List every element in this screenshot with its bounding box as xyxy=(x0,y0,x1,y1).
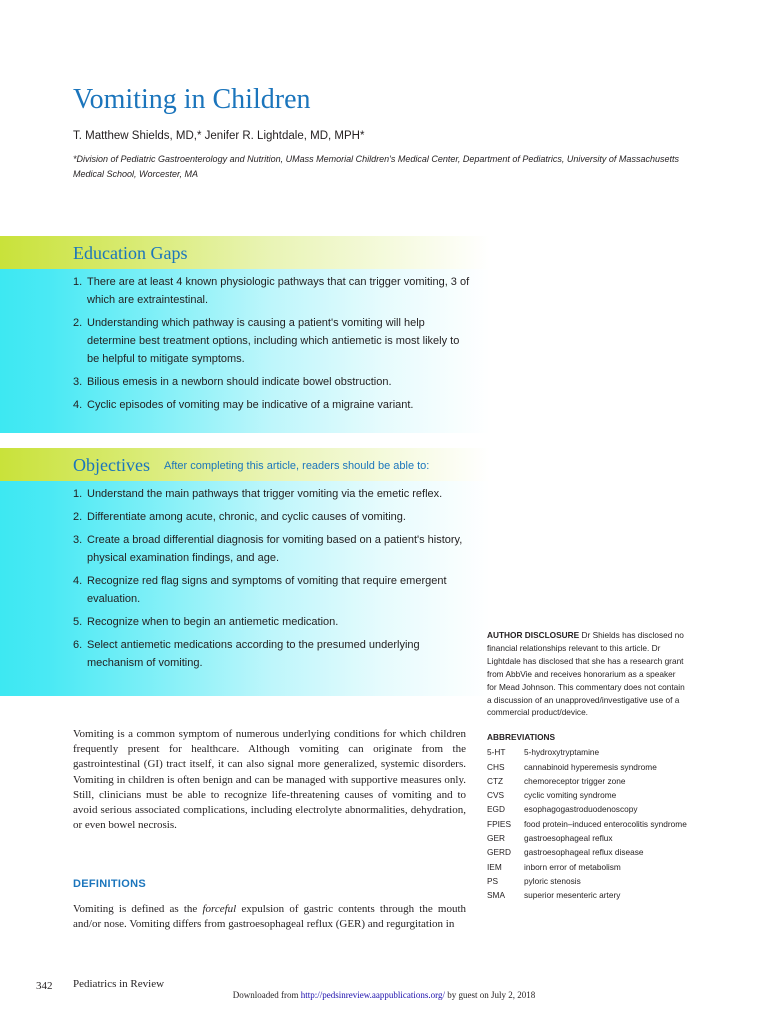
page-number: 342 xyxy=(36,980,53,992)
abbreviation-term: CVS xyxy=(487,790,505,801)
download-suffix: by guest on July 2, 2018 xyxy=(444,990,536,1000)
article-title: Vomiting in Children xyxy=(73,84,311,115)
item-text: Cyclic episodes of vomiting may be indicative of a migraine variant. xyxy=(87,399,414,411)
abbreviation-definition: 5-hydroxytryptamine xyxy=(524,747,600,758)
abbreviation-definition: gastroesophageal reflux disease xyxy=(524,847,644,858)
list-item xyxy=(73,636,473,672)
definitions-heading: DEFINITIONS xyxy=(73,878,146,890)
education-gaps-list xyxy=(73,273,473,419)
objectives-title: Objectives xyxy=(73,455,150,475)
abbreviation-term: SMA xyxy=(487,890,505,901)
list-item xyxy=(73,373,473,391)
item-number: 5. xyxy=(73,616,83,628)
abbreviation-term: GER xyxy=(487,833,505,844)
education-gaps-heading: Education Gaps xyxy=(73,243,188,263)
abbreviation-definition: cannabinoid hyperemesis syndrome xyxy=(524,761,657,772)
list-item xyxy=(73,273,473,309)
list-item xyxy=(73,531,473,567)
abbreviation-definition: food protein–induced enterocolitis syndrome xyxy=(524,818,687,829)
abbreviation-definition: inborn error of metabolism xyxy=(524,861,621,872)
definitions-text-end: expulsion of gastric contents through the mouth and/or nose. Vomiting differs from gastroesophageal reflux (GER) and regurgitation in xyxy=(73,903,466,931)
definitions-text-start: Vomiting is defined as the xyxy=(73,903,203,915)
abbreviation-term: PS xyxy=(487,875,499,886)
item-number: 1. xyxy=(73,276,83,288)
list-item xyxy=(73,485,473,503)
abbreviation-row xyxy=(487,846,687,859)
item-text: Create a broad differential diagnosis for vomiting based on a patient's history, physical examination findings, and age. xyxy=(87,534,463,564)
item-text: Differentiate among acute, chronic, and cyclic causes of vomiting. xyxy=(87,511,406,523)
journal-name: Pediatrics in Review xyxy=(73,978,165,990)
abbreviations-heading: ABBREVIATIONS xyxy=(487,732,556,743)
item-number: 2. xyxy=(73,511,83,523)
abbreviation-definition: pyloric stenosis xyxy=(524,875,581,886)
list-item xyxy=(73,613,473,631)
objectives-list xyxy=(73,485,473,677)
intro-paragraph: Vomiting is a common symptom of numerous underlying conditions for which children frequently present for healthcare. Although vomiting can originate from the gastrointestinal (GI) tract itself, it can also signal more generalized, systemic disorders. Vomiting in children is often benign and can be managed with supportive measures only. Still, clinicians must be able to recognize life-threatening causes of vomiting and to avoid serious associated complications, including electrolyte abnormalities, dehydration, or even bowel necrosis. xyxy=(73,728,466,832)
abbreviation-term: CTZ xyxy=(487,775,504,786)
abbreviation-row xyxy=(487,832,687,845)
abbreviation-row xyxy=(487,818,687,831)
abbreviation-term: CHS xyxy=(487,761,505,772)
definitions-paragraph xyxy=(73,902,466,932)
abbreviation-row xyxy=(487,789,687,802)
abbreviation-row xyxy=(487,861,687,874)
abbreviation-term: EGD xyxy=(487,804,505,815)
list-item xyxy=(73,508,473,526)
affiliation: *Division of Pediatric Gastroenterology and Nutrition, UMass Memorial Children's Medical Center, Department of Pediatrics, University of Massachusetts Medical School, Worcester, MA xyxy=(73,154,679,179)
item-number: 3. xyxy=(73,534,83,546)
item-text: Understand the main pathways that trigger vomiting via the emetic reflex. xyxy=(87,488,443,500)
list-item xyxy=(73,314,473,368)
item-text: Select antiemetic medications according to the presumed underlying mechanism of vomiting. xyxy=(87,639,420,669)
item-number: 4. xyxy=(73,575,83,587)
item-text: Recognize when to begin an antiemetic medication. xyxy=(87,616,339,628)
objectives-box xyxy=(0,448,490,696)
abbreviation-row xyxy=(487,875,687,888)
item-number: 2. xyxy=(73,317,83,329)
item-number: 4. xyxy=(73,399,83,411)
item-text: Recognize red flag signs and symptoms of vomiting that require emergent evaluation. xyxy=(87,575,447,605)
author-line: T. Matthew Shields, MD,* Jenifer R. Lightdale, MD, MPH* xyxy=(73,130,365,142)
abbreviation-row xyxy=(487,775,687,788)
author-disclosure xyxy=(487,629,687,719)
abbreviation-term: IEM xyxy=(487,861,502,872)
definitions-emphasis: forceful xyxy=(202,903,237,915)
item-text: Bilious emesis in a newborn should indicate bowel obstruction. xyxy=(87,376,392,388)
objectives-heading xyxy=(73,455,429,476)
abbreviation-row xyxy=(487,746,687,759)
abbreviation-row xyxy=(487,761,687,774)
abbreviation-term: GERD xyxy=(487,847,511,858)
abbreviation-definition: cyclic vomiting syndrome xyxy=(524,790,617,801)
list-item xyxy=(73,572,473,608)
education-gaps-box xyxy=(0,236,490,433)
author-disclosure-text: Dr Shields has disclosed no financial relationships relevant to this article. Dr Lightdale has disclosed that she has a research grant from AbbVie and receives honorarium as a speaker for Mead Johnson. This commentary does not contain a discussion of an unapproved/investigative use of a commercial product/device. xyxy=(487,630,685,718)
item-text: Understanding which pathway is causing a patient's vomiting will help determine best treatment options, including which antiemetic is most likely to be helpful to mitigate symptoms. xyxy=(87,317,460,365)
abbreviation-definition: gastroesophageal reflux xyxy=(524,833,613,844)
abbreviation-term: FPIES xyxy=(487,818,511,829)
abbreviation-definition: superior mesenteric artery xyxy=(524,890,621,901)
abbreviation-row xyxy=(487,889,687,902)
download-link[interactable]: http://pedsinreview.aappublications.org/ xyxy=(300,990,445,1000)
objectives-subheading: After completing this article, readers should be able to: xyxy=(163,460,430,472)
abbreviation-term: 5-HT xyxy=(487,747,506,758)
abbreviations-list xyxy=(487,746,687,902)
item-text: There are at least 4 known physiologic pathways that can trigger vomiting, 3 of which are extraintestinal. xyxy=(87,276,470,306)
item-number: 6. xyxy=(73,639,83,651)
abbreviation-definition: chemoreceptor trigger zone xyxy=(524,775,626,786)
sidebar-column xyxy=(487,629,687,904)
item-number: 3. xyxy=(73,376,83,388)
item-number: 1. xyxy=(73,488,83,500)
download-prefix: Downloaded from xyxy=(232,990,301,1000)
list-item xyxy=(73,396,473,414)
download-notice xyxy=(0,990,768,1000)
abbreviation-definition: esophagogastroduodenoscopy xyxy=(524,804,638,815)
author-disclosure-label: AUTHOR DISCLOSURE xyxy=(487,630,580,640)
abbreviation-row xyxy=(487,803,687,816)
